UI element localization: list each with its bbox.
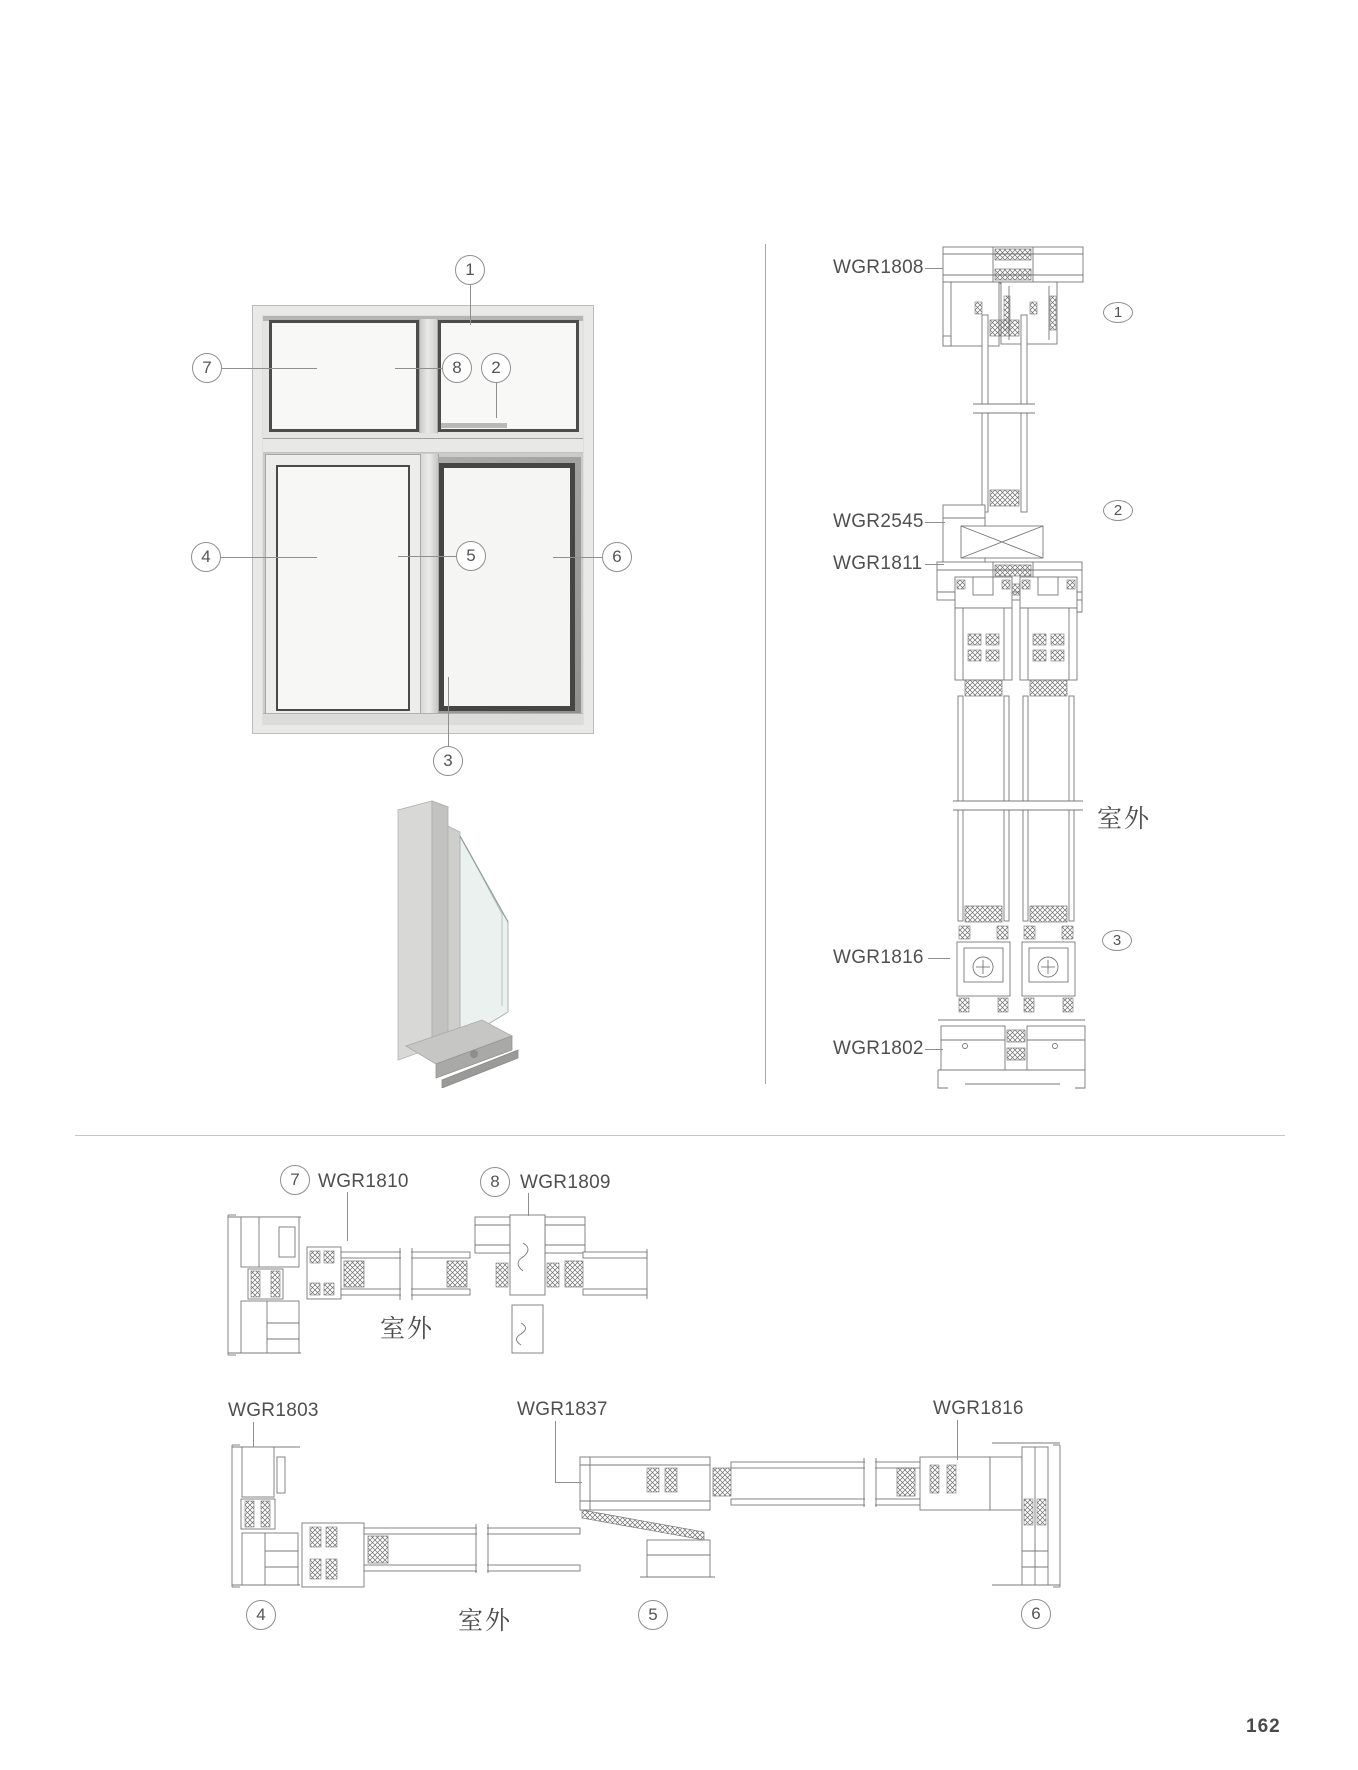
outside-label-vertical: 室外 <box>1097 805 1152 833</box>
callout-3-num: 3 <box>443 751 453 770</box>
callout-6 <box>602 542 632 572</box>
section-divider-horizontal <box>75 1135 1285 1136</box>
leader-line <box>253 1422 254 1447</box>
elevation-bottom-sill <box>263 713 583 725</box>
elevation-sash-left-glass <box>276 465 410 711</box>
section-divider-vertical <box>765 244 766 1084</box>
callout-2-num: 2 <box>491 358 501 377</box>
window-elevation-drawing <box>252 305 594 734</box>
section-callout-8-num: 8 <box>490 1172 500 1191</box>
leader-line <box>555 1482 582 1483</box>
leader-line <box>398 556 456 557</box>
part-label-wgr1810: WGR1810 <box>318 1171 409 1192</box>
callout-7-num: 7 <box>202 358 212 377</box>
part-label-wgr2545: WGR2545 <box>833 511 924 532</box>
elevation-transom-rail <box>263 438 583 453</box>
section-callout-7-num: 7 <box>290 1170 300 1189</box>
leader-line <box>925 522 945 523</box>
callout-6-num: 6 <box>612 547 622 566</box>
isometric-profile-view <box>386 796 526 1088</box>
section-callout-4-num: 4 <box>256 1605 266 1624</box>
section-callout-2 <box>1103 500 1133 521</box>
section-callout-3-num: 3 <box>1112 932 1122 949</box>
callout-8-num: 8 <box>452 358 462 377</box>
section-callout-8 <box>480 1167 510 1197</box>
elevation-sliding-sash-left <box>265 454 421 722</box>
section-callout-5 <box>638 1600 668 1630</box>
section-callout-1 <box>1103 302 1133 323</box>
leader-line <box>925 1049 943 1050</box>
callout-3 <box>433 746 463 776</box>
leader-line <box>222 368 317 369</box>
part-label-wgr1808: WGR1808 <box>833 257 924 278</box>
part-label-wgr1811: WGR1811 <box>833 553 923 574</box>
elevation-vent-slot <box>441 423 507 428</box>
horizontal-section-bottom-drawing <box>185 1435 1075 1600</box>
section-callout-1-num: 1 <box>1113 304 1123 321</box>
outside-label-top-section: 室外 <box>380 1315 435 1343</box>
section-callout-7 <box>280 1165 310 1195</box>
leader-line <box>957 1420 958 1460</box>
elevation-sliding-sash-right <box>439 463 575 711</box>
leader-line <box>925 268 943 269</box>
section-callout-4 <box>246 1600 276 1630</box>
callout-1-num: 1 <box>465 260 475 279</box>
part-label-wgr1809: WGR1809 <box>520 1172 611 1193</box>
part-label-wgr1816-h: WGR1816 <box>933 1398 1024 1419</box>
callout-2 <box>481 353 511 383</box>
callout-1 <box>455 255 485 285</box>
callout-4 <box>191 542 221 572</box>
callout-4-num: 4 <box>201 547 211 566</box>
callout-8 <box>442 353 472 383</box>
leader-line <box>496 383 497 418</box>
leader-line <box>925 564 944 565</box>
leader-line <box>448 677 449 746</box>
leader-line <box>470 285 471 325</box>
callout-5 <box>456 541 486 571</box>
leader-line <box>553 557 602 558</box>
part-label-wgr1803: WGR1803 <box>228 1400 319 1421</box>
leader-line <box>347 1192 348 1241</box>
leader-line <box>221 557 317 558</box>
part-label-wgr1802: WGR1802 <box>833 1038 924 1059</box>
section-callout-5-num: 5 <box>648 1605 658 1624</box>
elevation-fixed-panel-left <box>269 320 419 432</box>
horizontal-section-top-drawing <box>215 1205 655 1365</box>
leader-line <box>555 1421 556 1482</box>
leader-line <box>928 958 950 959</box>
section-callout-6 <box>1021 1599 1051 1629</box>
callout-5-num: 5 <box>466 546 476 565</box>
section-callout-3 <box>1102 930 1132 951</box>
section-callout-6-num: 6 <box>1031 1604 1041 1623</box>
part-label-wgr1837: WGR1837 <box>517 1399 608 1420</box>
part-label-wgr1816-v: WGR1816 <box>833 947 924 968</box>
vertical-section-drawing <box>935 240 1105 1100</box>
leader-line <box>528 1193 529 1216</box>
leader-line <box>395 368 442 369</box>
elevation-meeting-stile <box>419 454 439 722</box>
section-callout-2-num: 2 <box>1113 502 1123 519</box>
outside-label-bottom-section: 室外 <box>458 1607 513 1635</box>
page-number: 162 <box>1246 1716 1281 1737</box>
elevation-transom-mullion <box>419 319 438 433</box>
callout-7 <box>192 353 222 383</box>
